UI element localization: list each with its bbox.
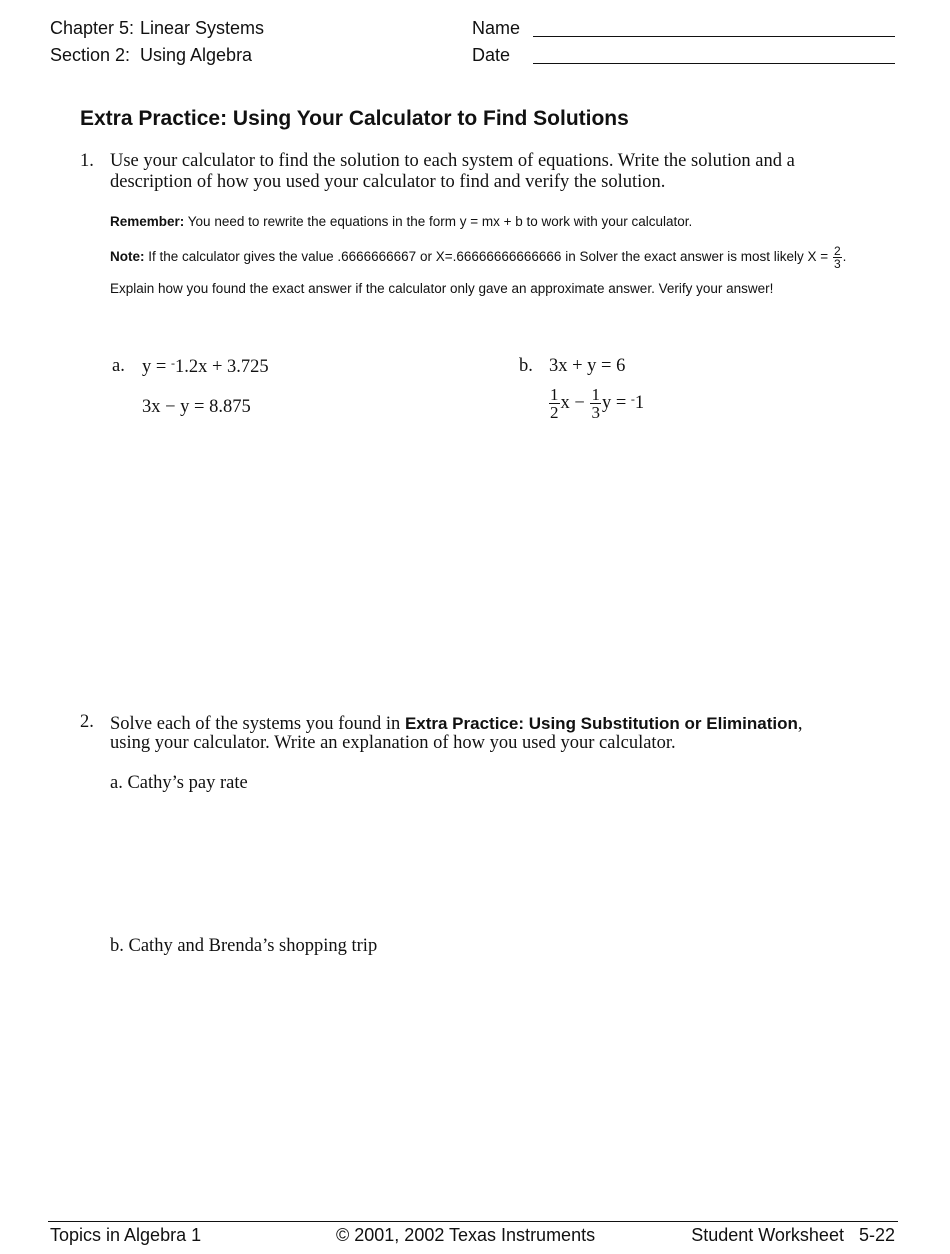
q2-text-line2: using your calculator. Write an explanation of how you used your calculator. — [110, 733, 676, 753]
calculator-note — [110, 245, 846, 270]
remember-text: You need to rewrite the equations in the form y = mx + b to work with your calculator. — [184, 214, 693, 229]
q1a-equation-2: 3x − y = 8.875 — [142, 397, 251, 417]
note-end: . — [842, 249, 847, 265]
q1a-equation-1 — [142, 356, 269, 378]
q1b-equation-1: 3x + y = 6 — [549, 356, 626, 376]
q1b-frac1-den: 2 — [550, 403, 559, 422]
q1a-eq1-sign: - — [170, 356, 175, 370]
q1a-eq1-post: 1.2x + 3.725 — [174, 357, 269, 377]
note-label: Note: — [110, 249, 145, 265]
q2-text-pre: Solve each of the systems you found in — [110, 714, 405, 734]
chapter-heading — [50, 17, 134, 39]
date-label: Date — [472, 45, 511, 65]
q1b-label: b. — [519, 356, 533, 376]
remember-label: Remember: — [110, 214, 185, 229]
q1b-eq2-post: y = — [601, 392, 631, 413]
section-label: Section 2: — [50, 45, 131, 65]
q2-text-post: , — [797, 714, 803, 734]
q2-text-bold: Extra Practice: Using Substitution or Elimination — [404, 714, 798, 733]
remember-note — [110, 213, 692, 230]
q2-text-line1 — [110, 712, 803, 735]
q1b-eq2-sign: - — [630, 391, 635, 406]
q1b-frac-2 — [590, 386, 601, 421]
q1b-equation-2 — [548, 386, 644, 421]
footer-rule — [48, 1221, 898, 1222]
section-title: Using Algebra — [140, 45, 253, 65]
footer-center: © 2001, 2002 Texas Instruments — [336, 1225, 596, 1245]
q1a-label: a. — [112, 356, 125, 376]
name-label: Name — [472, 18, 521, 38]
q2a-text: a. Cathy’s pay rate — [110, 773, 248, 793]
footer-right: Student Worksheet 5-22 — [691, 1225, 895, 1245]
q1b-eq2-mid: x − — [560, 392, 590, 413]
chapter-title: Linear Systems — [140, 18, 265, 38]
worksheet-title: Extra Practice: Using Your Calculator to Find Solutions — [80, 107, 629, 130]
note-frac-den: 3 — [833, 257, 841, 271]
chapter-label: Chapter 5: — [50, 18, 135, 38]
q2-number: 2. — [80, 712, 94, 732]
q1b-eq2-end: 1 — [634, 392, 645, 413]
q1b-frac2-den: 3 — [591, 403, 600, 422]
footer-left: Topics in Algebra 1 — [50, 1225, 202, 1245]
q1b-frac1-num: 1 — [550, 385, 559, 404]
q1-number: 1. — [80, 151, 94, 171]
note-text: If the calculator gives the value .6666666667 or X=.66666666666666 in Solver the exact answer is most likely X = — [144, 249, 829, 265]
note-fraction — [833, 245, 842, 270]
q1b-frac-1 — [549, 386, 560, 421]
q1-text-line2: description of how you used your calculator to find and verify the solution. — [110, 172, 666, 192]
q1a-eq1-pre: y = — [142, 357, 171, 377]
q1-text-line1: Use your calculator to find the solution to each system of equations. Write the solution and a — [110, 151, 795, 171]
name-field[interactable] — [533, 36, 895, 37]
explain-text: Explain how you found the exact answer if the calculator only gave an approximate answer. Verify your answer! — [110, 281, 774, 296]
q1b-frac2-num: 1 — [591, 385, 600, 404]
note-frac-num: 2 — [833, 244, 841, 258]
date-field[interactable] — [533, 63, 895, 64]
q2b-text: b. Cathy and Brenda’s shopping trip — [110, 936, 378, 956]
